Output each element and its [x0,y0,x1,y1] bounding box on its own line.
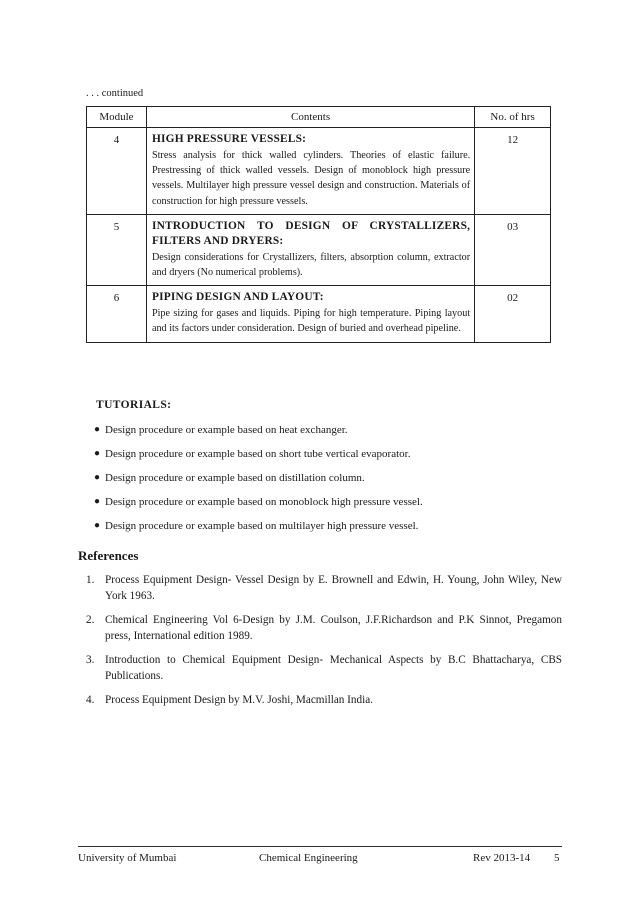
tutorial-text: Design procedure or example based on monoblock high pressure vessel. [105,496,423,508]
reference-number: 4. [86,694,95,706]
list-item [86,652,562,684]
module-hours: 02 [475,286,551,342]
reference-number: 3. [86,654,95,666]
bullet-icon: ● [94,472,101,483]
reference-text: Introduction to Chemical Equipment Design- Mechanical Aspects by B.C Bhattacharya, CBS Publications. [105,654,562,682]
table-row [87,286,551,342]
module-number: 5 [87,214,147,285]
reference-text: Process Equipment Design by M.V. Joshi, Macmillan India. [105,694,373,706]
tutorial-text: Design procedure or example based on multilayer high pressure vessel. [105,520,419,532]
table-row [87,214,551,285]
list-item [86,692,562,708]
tutorial-text: Design procedure or example based on distillation column. [105,472,365,484]
module-description: Stress analysis for thick walled cylinders. Theories of elastic failure. Prestressing of thick walled vessels. Design of monoblock high pressure vessels. Multilayer high pressure vessel design and construction. Materials of construction for high pressure vessels. [151,150,471,207]
module-title: INTRODUCTION TO DESIGN OF CRYSTALLIZERS, FILTERS AND DRYERS: [151,219,471,247]
module-title: HIGH PRESSURE VESSELS: [151,133,307,145]
list-item [94,445,423,469]
module-description: Design considerations for Crystallizers, filters, absorption column, extractor and dryers (No numerical problems). [151,251,471,279]
footer-revision: Rev 2013-14 [473,852,531,864]
footer-university: University of Mumbai [78,852,177,864]
footer-divider [78,846,562,847]
continued-label: . . . continued [86,88,144,99]
module-contents [146,214,474,285]
bullet-icon: ● [94,496,101,507]
list-item [94,493,423,517]
tutorial-text: Design procedure or example based on short tube vertical evaporator. [105,448,411,460]
references-list [86,572,562,716]
list-item [94,517,423,541]
syllabus-table [86,106,551,343]
header-module: Module [87,107,147,128]
module-title: PIPING DESIGN AND LAYOUT: [151,291,324,304]
list-item [86,572,562,604]
bullet-icon: ● [94,520,101,531]
module-description: Pipe sizing for gases and liquids. Piping for high temperature. Piping layout and its factors under consideration. Design of buried and overhead pipeline. [151,308,471,335]
table-header-row [87,107,551,128]
footer-department: Chemical Engineering [259,852,358,864]
tutorials-heading: TUTORIALS: [96,399,172,411]
list-item [94,469,423,493]
list-item [94,421,423,445]
reference-number: 2. [86,614,95,626]
module-hours: 03 [475,214,551,285]
table-row [87,128,551,215]
tutorial-text: Design procedure or example based on heat exchanger. [105,424,348,436]
module-number: 4 [87,128,147,215]
header-contents: Contents [146,107,474,128]
module-contents [146,286,474,342]
reference-text: Chemical Engineering Vol 6-Design by J.M. Coulson, J.F.Richardson and P.K Sinnot, Pregamon press, International edition 1989. [105,614,562,642]
header-hours: No. of hrs [475,107,551,128]
page-number: 5 [554,852,560,864]
module-contents [146,128,474,215]
reference-text: Process Equipment Design- Vessel Design by E. Brownell and Edwin, H. Young, John Wiley, New York 1963. [105,574,562,602]
bullet-icon: ● [94,424,101,435]
list-item [86,612,562,644]
references-heading: References [78,548,139,563]
tutorials-list [94,421,423,541]
bullet-icon: ● [94,448,101,459]
module-hours: 12 [475,128,551,215]
reference-number: 1. [86,574,95,586]
module-number: 6 [87,286,147,342]
